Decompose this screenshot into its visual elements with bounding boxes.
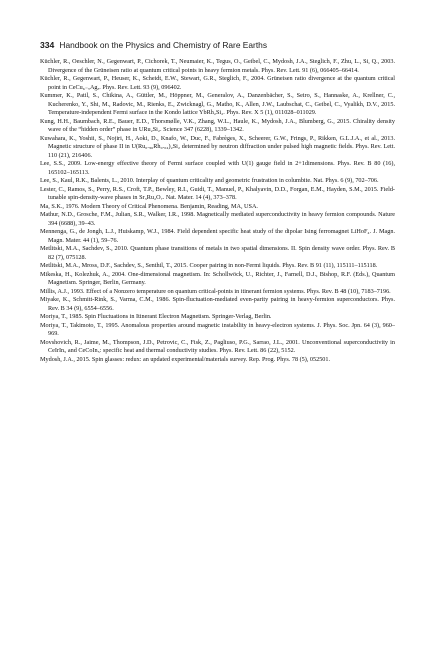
reference-entry: Mennenga, G., de Jongh, L.J., Huiskamp, W.J., 1984. Field dependent specific heat study of the dipolar Ising ferromagnet LiHoF₄. J. Magn. Magn. Mater. 44 (1), 59–76. (40, 228, 395, 244)
reference-entry: Kummer, K., Patil, S., Chikina, A., Güttler, M., Höppner, M., Generalov, A., Danzenbächer, S., Seiro, S., Hannaske, A., Krellner, C., Kucherenko, Y., Shi, M., Radovic, M., Rienks, E., Zwicknagl, G., Matho, K., Allen, J.W., Laubschat, C., Geibel, C., Vyalikh, D.V., 2015. Temperature-independent Fermi surface in the Kondo lattice YbRh₂Si₂. Phys. Rev. X 5 (1), 011028–011029. (40, 92, 395, 116)
running-header (40, 40, 267, 50)
reference-entry: Lee, S.S., 2009. Low-energy effective theory of Fermi surface coupled with U(1) gauge field in 2+1dimensions. Phys. Rev. B 80 (16), 165102–165113. (40, 160, 395, 176)
reference-entry: Moriya, T., Takimoto, T., 1995. Anomalous properties around magnetic instability in heavy-electron systems. J. Phys. Soc. Jpn. 64 (3), 960–969. (40, 321, 395, 337)
reference-list (40, 58, 395, 364)
reference-entry: Kuwahara, K., Yoshii, S., Nojiri, H., Aoki, D., Knafo, W., Duc, F., Fabrèges, X., Scheerer, G.W., Frings, P., Rikken, G.L.J.A., et al., 2013. Magnetic structure of phase II in U(Ru₀.₉₆Rh₀.₀₄)₂Si₂ determined by neutron diffraction under pulsed high magnetic fields. Phys. Rev. Lett. 110 (21), 216406. (40, 134, 395, 159)
reference-entry: Kung, H.H., Baumbach, R.E., Bauer, E.D., Thorsmølle, V.K., Zhang, W.L., Haule, K., Mydosh, J.A., Blumberg, G., 2015. Chirality density wave of the “hidden order” phase in URu₂Si₂. Science 347 (6228), 1339–1342. (40, 117, 395, 133)
reference-entry: Movshovich, R., Jaime, M., Thompson, J.D., Petrovic, C., Fisk, Z., Pagliuso, P.G., Sarrao, J.L., 2001. Unconventional superconductivity in CeIrIn₅ and CeCoIn₅: specific heat and thermal conductivity studies. Phys. Rev. Lett. 86 (22), 5152. (40, 338, 395, 354)
reference-entry: Metlitski, M.A., Mross, D.F., Sachdev, S., Senthil, T., 2015. Cooper pairing in non-Fermi liquids. Phys. Rev. B 91 (11), 115111–115118. (40, 262, 378, 269)
reference-entry: Lee, S., Kaul, R.K., Balents, L., 2010. Interplay of quantum criticality and geometric frustration in columbite. Nat. Phys. 6 (9), 702–706. (40, 177, 379, 184)
reference-entry: Miyake, K., Schmitt-Rink, S., Varma, C.M., 1986. Spin-fluctuation-mediated even-parity pairing in heavy-fermion superconductors. Phys. Rev. B 34 (9), 6554–6556. (40, 296, 395, 312)
reference-entry: Metlitski, M.A., Sachdev, S., 2010. Quantum phase transitions of metals in two spatial dimensions. II. Spin density wave order. Phys. Rev. B 82 (7), 075128. (40, 245, 395, 261)
reference-entry: Küchler, R., Oeschler, N., Gegenwart, P., Cichorek, T., Neumaier, K., Tegus, O., Geibel, C., Mydosh, J.A., Steglich, F., Zhu, L., Si, Q., 2003. Divergence of the Grüneisen ratio at quantum critical points in heavy fermion metals. Phys. Rev. Lett. 91 (6), 066405–66414. (40, 58, 395, 74)
reference-entry: Millis, A.J., 1993. Effect of a Nonzero temperature on quantum critical-points in itinerant fermion systems. Phys. Rev. B 48 (10), 7183–7196. (40, 287, 391, 295)
reference-entry: Mikeska, H., Kolezhuk, A., 2004. One-dimensional magnetism. In: Schollwöck, U., Richter, J., Farnell, D.J., Bishop, R.F. (Eds.), Quantum Magnetism. Springer, Berlin, Germany. (40, 270, 395, 286)
reference-entry: Mathur, N.D., Grosche, F.M., Julian, S.R., Walker, I.R., 1998. Magnetically mediated superconductivity in heavy fermion compounds. Nature 394 (6688), 39–43. (40, 211, 395, 227)
reference-entry: Ma, S.K., 1976. Modern Theory of Critical Phenomena. Benjamin, Reading, MA, USA. (40, 202, 258, 210)
reference-entry: Moriya, T., 1985. Spin Fluctuations in Itinerant Electron Magnetism. Springer-Verlag, Berlin. (40, 313, 272, 320)
reference-entry: Lester, C., Ramos, S., Perry, R.S., Croft, T.P., Bewley, R.I., Guidi, T., Manuel, P., Khalyavin, D.D., Forgan, E.M., Hayden, S.M., 2015. Field-tunable spin-density-wave phases in Sr₃Ru₂O₇. Nat. Mater. 14 (4), 373–378. (40, 185, 395, 201)
book-title: Handbook on the Physics and Chemistry of Rare Earths (59, 40, 268, 50)
reference-entry: Mydosh, J.A., 2015. Spin glasses: redux: an updated experimental/materials survey. Rep. Prog. Phys. 78 (5), 052501. (40, 355, 331, 363)
page-number: 334 (40, 40, 55, 50)
reference-entry: Küchler, R., Gegenwart, P., Heuser, K., Scheidt, E.W., Stewart, G.R., Steglich, F., 2004. Grüneisen ratio divergence at the quantum critical point in CeCu₆₋ₓAgₓ. Phys. Rev. Lett. 93 (9), 096402. (40, 75, 395, 91)
